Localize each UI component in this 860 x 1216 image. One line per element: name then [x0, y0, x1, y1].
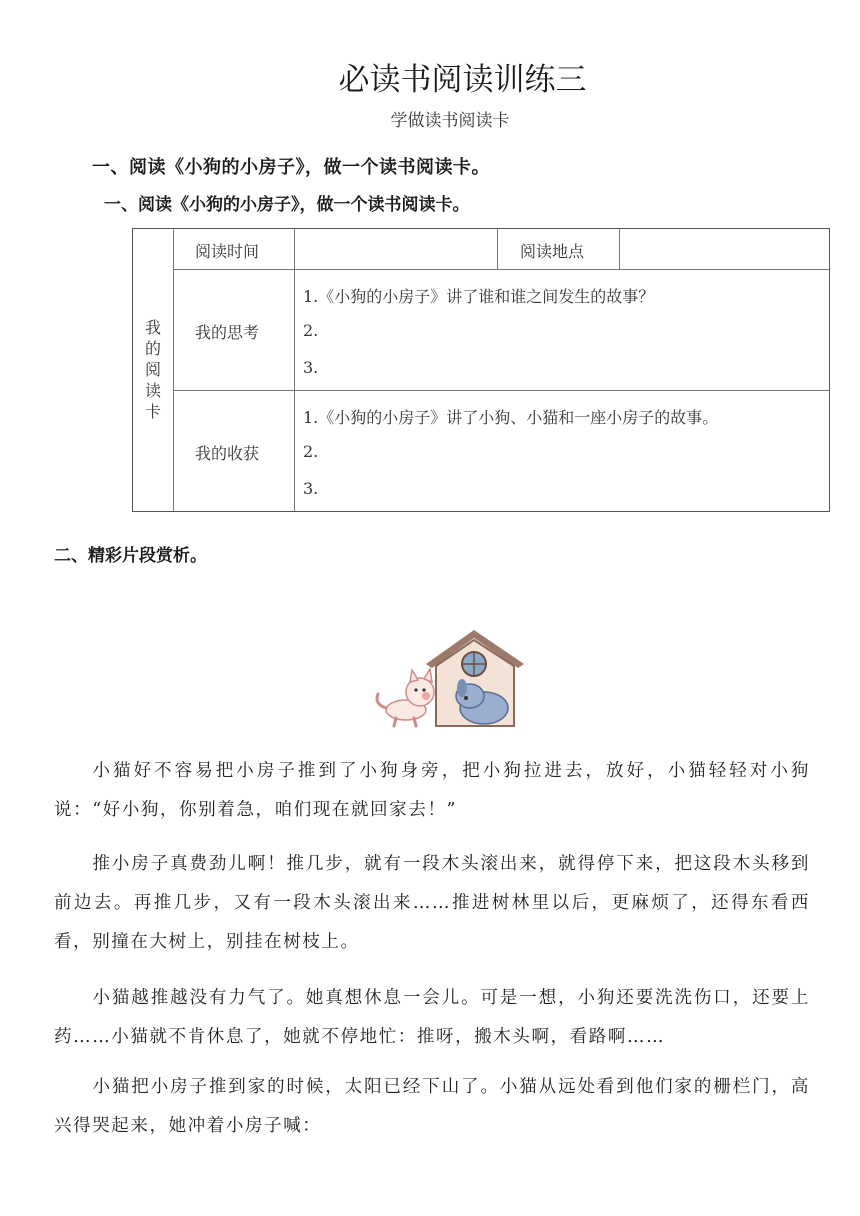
page-title: 必读书阅读训练三 — [338, 62, 587, 98]
gains-line[interactable]: 2. — [303, 442, 319, 461]
card-divider — [619, 229, 620, 269]
section2-heading: 二、精彩片段赏析。 — [54, 546, 207, 566]
card-side-label: 我 的 阅 读 卡 — [144, 318, 161, 421]
section1-heading-repeat: 一、阅读《小狗的小房子》，做一个读书阅读卡。 — [104, 195, 470, 215]
card-divider — [173, 269, 829, 270]
gains-line[interactable]: 3. — [303, 479, 319, 498]
reading-card-table — [132, 228, 830, 512]
passage-paragraph: 小猫越推越没有力气了。她真想休息一会儿。可是一想，小狗还要洗洗伤口，还要上药……小猫就不肯休息了，她就不停地忙：推呀，搬木头啊，看路啊…… — [54, 988, 810, 1047]
card-divider — [497, 229, 498, 269]
card-divider — [294, 229, 295, 511]
card-divider — [173, 229, 174, 511]
thinking-label: 我的思考 — [195, 323, 260, 342]
section1-heading: 一、阅读《小狗的小房子》，做一个读书阅读卡。 — [92, 157, 490, 178]
gains-line: 1.《小狗的小房子》讲了小狗、小猫和一座小房子的故事。 — [303, 408, 719, 427]
gains-label: 我的收获 — [195, 444, 260, 463]
reading-place-label: 阅读地点 — [520, 242, 585, 261]
page-subtitle: 学做读书阅读卡 — [390, 111, 510, 131]
cat-dog-house-illustration — [366, 622, 536, 734]
passage-paragraph: 小猫把小房子推到家的时候，太阳已经下山了。小猫从远处看到他们家的栅栏门，高兴得哭起来，她冲着小房子喊： — [54, 1077, 810, 1136]
card-divider — [173, 390, 829, 391]
reading-time-label: 阅读时间 — [195, 242, 260, 261]
passage-paragraph: 推小房子真费劲儿啊！推几步，就有一段木头滚出来，就得停下来，把这段木头移到前边去。再推几步，又有一段木头滚出来……推进树林里以后，更麻烦了，还得东看西看，别撞在大树上，别挂在树枝上。 — [54, 854, 810, 952]
reading-place-field[interactable] — [631, 239, 821, 259]
thinking-line[interactable]: 3. — [303, 358, 319, 377]
passage-paragraph: 小猫好不容易把小房子推到了小狗身旁，把小狗拉进去，放好，小猫轻轻对小狗说：“好小狗，你别着急，咱们现在就回家去！” — [54, 761, 810, 820]
thinking-line[interactable]: 2. — [303, 321, 319, 340]
reading-time-field[interactable] — [305, 239, 485, 259]
thinking-line: 1.《小狗的小房子》讲了谁和谁之间发生的故事？ — [303, 287, 655, 306]
